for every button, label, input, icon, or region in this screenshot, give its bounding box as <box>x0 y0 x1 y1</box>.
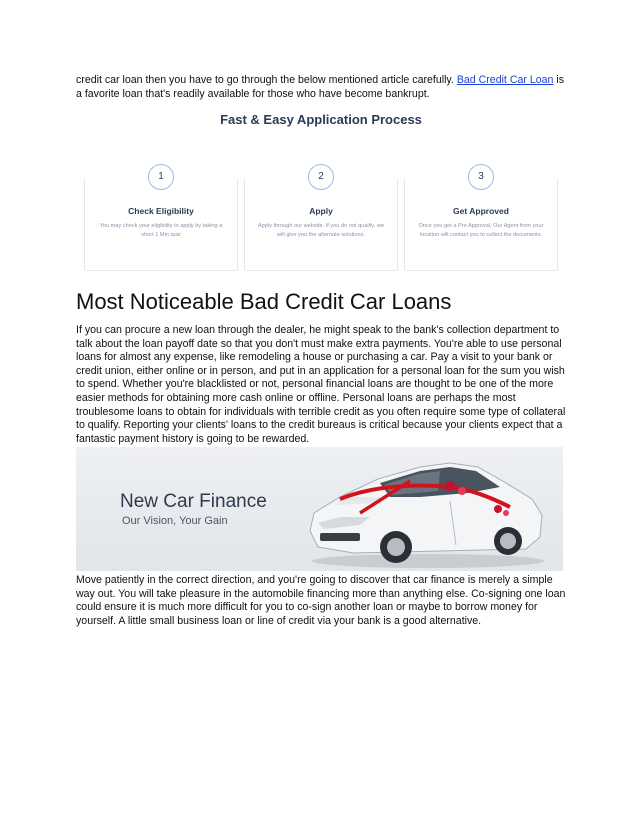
car-illustration <box>300 453 550 571</box>
step-card-get-approved <box>404 171 558 271</box>
step-description: Apply through our website. If you do not qualify, we will give you the alternate solutions. <box>257 223 385 238</box>
banner-subtitle: Our Vision, Your Gain <box>122 515 228 527</box>
step-title: Get Approved <box>453 206 509 216</box>
step-title: Check Eligibility <box>128 206 194 216</box>
intro-text-end: is a favorite loan that's readily available for those who have become bankrupt. <box>76 74 564 100</box>
article-paragraph-2: Move patiently in the correct direction, and you're going to discover that car finance is merely a simple way out. You will take pleasure in the automobile financing more than anything else. Co-signing one loan could ensure it is much more difficult for you to co-sign another loan or maybe to borrow money for yourself. A little small business loan or line of credit via your bank is a good alternative. <box>76 574 566 627</box>
process-title: Fast & Easy Application Process <box>220 112 422 127</box>
article-paragraph-1: If you can procure a new loan through the dealer, he might speak to the bank's collection department to talk about the loan payoff date so that you don't must make extra payments. You're able to use personal loans for almost any expense, like remodeling a house or purchasing a car. Pay a visit to your bank or credit union, either online or in person, and put in an application for a personal loan for the sum you wish to spend. Whether you're blacklisted or not, personal financial loans are thought to be one of the more easier methods for obtaining more cash online or offline. Personal loans are perhaps the most troublesome loans to obtain for individuals with terrible credit as you often require some type of collateral to qualify. Reporting your clients' loans to the credit bureaus is critical because your clients expect that a fantastic payment history is going to be rewarded. <box>76 324 566 445</box>
step-number-3: 3 <box>468 164 494 190</box>
step-card-check-eligibility <box>84 171 238 271</box>
step-card-apply <box>244 171 398 271</box>
bad-credit-car-loan-link[interactable]: Bad Credit Car Loan <box>456 74 554 86</box>
application-process-graphic <box>76 112 566 276</box>
article-heading: Most Noticeable Bad Credit Car Loans <box>76 289 452 314</box>
step-number-1: 1 <box>148 164 174 190</box>
step-description: You may check your eligibility to apply by taking a short 1 Min quiz <box>99 223 223 238</box>
banner-title: New Car Finance <box>120 491 267 512</box>
step-description: Once you get a Pre Approval, Our Agent from your location will contact you to collect the documents. <box>418 223 544 238</box>
intro-text-start: credit car loan then you have to go through the below mentioned article carefully. <box>76 74 457 86</box>
step-title: Apply <box>309 206 333 216</box>
intro-paragraph <box>76 74 566 101</box>
new-car-finance-banner <box>76 447 563 571</box>
step-number-2: 2 <box>308 164 334 190</box>
